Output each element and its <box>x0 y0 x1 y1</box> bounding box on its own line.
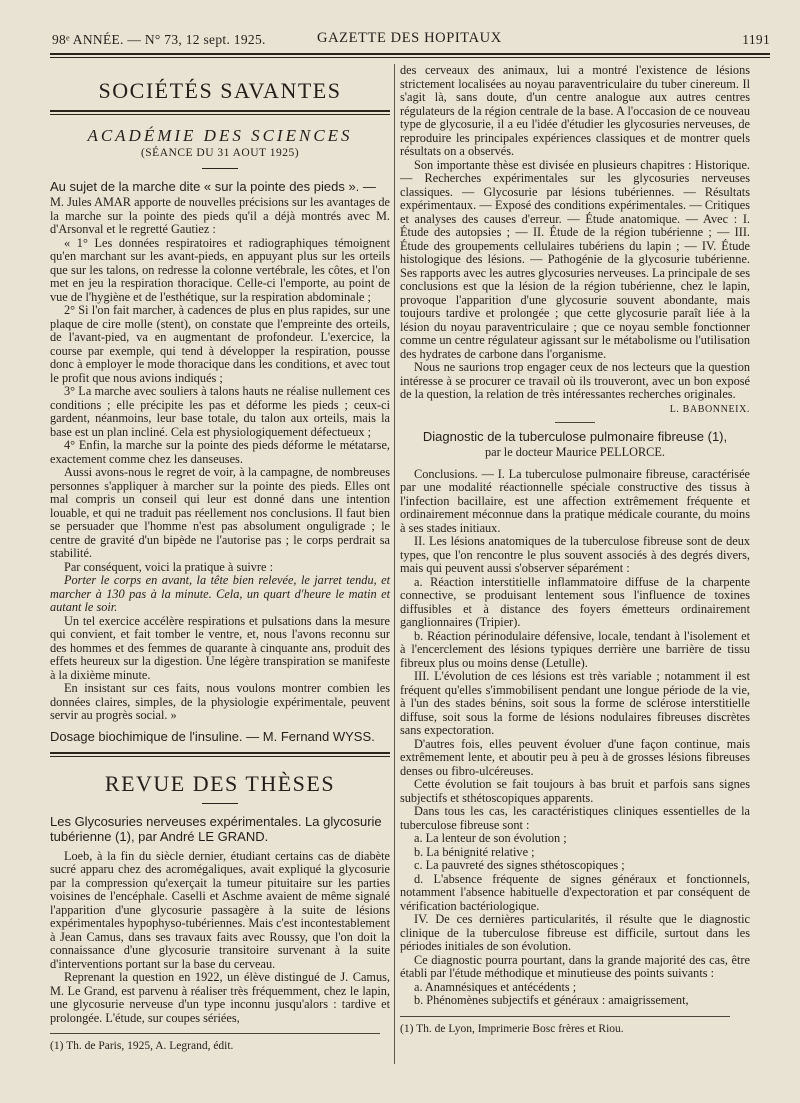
article-title-marche: Au sujet de la marche dite « sur la pointe des pieds ». — <box>50 179 376 194</box>
paragraph: Reprenant la question en 1922, un élève distingué de J. Camus, M. Le Grand, est parvenu à réaliser très fréquemment, chez le lapin, une glycosurie nerveuse d'un type inconnu jusqu'alors : tardive et prolongée. L'étude, sur coupes sériées, <box>50 970 390 1025</box>
section-rule <box>50 752 390 754</box>
page-number: 1191 <box>742 32 770 47</box>
section-title-theses: REVUE DES THÈSES <box>104 770 336 796</box>
paragraph: d. L'absence fréquente de signes généraux et fonctionnels, notamment l'absence habituelle d'expectoration et par conséquent de vérification bactériologique. <box>400 871 750 913</box>
section-rule-thin <box>50 114 390 115</box>
section-rule <box>50 110 390 112</box>
section-title-societes: SOCIÉTÉS SAVANTES <box>98 78 342 103</box>
paragraph: « 1° Les données respiratoires et radiographiques témoignent qu'en marchant sur les avant-pieds, en appuyant plus sur les orteils que sur les talons, on redresse la colonne vertébrale, les côtes, et l'on met en jeu la respiration thoracique. Celle-ci l'emporte, au point de vue de l'hygiène et de l'esthétique, sur la respiration abdominale ; <box>50 235 390 304</box>
article-body-marche <box>50 196 390 723</box>
article-body-tuberculose <box>400 468 750 1008</box>
paragraph: Conclusions. — I. La tuberculose pulmonaire fibreuse, caractérisée par une modalité réactionnelle spéciale constructive des tissus à l'infection bacillaire, est une affection extrêmement fréquente et ordinairement méconnue dans la pratique médicale courante, du moins à ses stades initiaux. <box>400 466 750 535</box>
paragraph: Par conséquent, voici la pratique à suivre : <box>64 559 273 574</box>
footnote-rule <box>50 1033 380 1034</box>
these-title: Les Glycosuries nerveuses expérimentales. La glycosurie tubérienne (1), par André LE GRAND. <box>50 813 382 844</box>
these-body <box>50 850 390 1026</box>
paragraph: Un tel exercice accélère respirations et pulsations dans la mesure qui convient, et fait tomber le ventre, et, nous l'avons reconnu sur des hommes et des femmes de quarante à cinquante ans, produit des effets heureux sur la digestion. Une légère transpiration se manifeste à la dixième minute. <box>50 613 390 682</box>
paragraph: M. Jules AMAR apporte de nouvelles précisions sur les avantages de la marche sur la pointe des pieds qu'il a déjà montrés avec M. d'Arsonval et le regretté Gautiez : <box>50 195 390 236</box>
paragraph: a. Réaction interstitielle inflammatoire diffuse de la charpente connective, se produisant lentement sous l'influence de toxines diffusibles et à distance des foyers émetteurs ordinairement ganglionnaires (Tripier). <box>400 574 750 629</box>
paragraph: Nous ne saurions trop engager ceux de nos lecteurs que la question intéresse à se procurer ce travail où ils trouveront, avec un bon exposé de la question, la relation de très intéressantes recherches originales. <box>400 360 750 401</box>
paragraph: 3° La marche avec souliers à talons hauts ne réalise nullement ces conditions ; elle précipite les pas et déforme les pieds ; ceux-ci gardent, néanmoins, leur base totale, du talon aux orteils, mais la base est un plan incliné. Cela est physiologiquement défectueux ; <box>50 384 390 439</box>
paragraph: III. L'évolution de ces lésions est très variable ; notamment il est fréquent qu'elles s'immobilisent pendant une longue période de la vie, à l'un des stades bénins, soit sous la forme de sclérose interstitielle diffuse, soit sous la forme de lésions nodulaires fibreuses discrètes sans expectoration. <box>400 669 750 737</box>
page-header <box>52 28 770 50</box>
paragraph: b. Réaction périnodulaire défensive, locale, tendant à l'isolement et à l'encerclement des lésions typiques derrière une barrière de tissu fibreux plus ou moins dense (Letulle). <box>400 628 750 670</box>
article-title-tuberculose: Diagnostic de la tuberculose pulmonaire fibreuse (1), <box>422 429 728 444</box>
short-divider <box>202 168 238 169</box>
paragraph: Dans tous les cas, les caractéristiques cliniques essentielles de la tuberculose fibreuse sont : <box>400 804 750 832</box>
issue-info: 98ᵉ ANNÉE. — N° 73, 12 sept. 1925. <box>52 32 266 47</box>
signature-line <box>400 402 750 417</box>
paragraph: En insistant sur ces faits, nous voulons montrer combien les données claires, simples, de la physiologie expérimentale, peuvent servir au progrès social. » <box>50 681 390 722</box>
paragraph: Ce diagnostic pourra pourtant, dans la grande majorité des cas, être établi par l'étude méthodique et minutieuse des points suivants : <box>400 952 750 980</box>
footnote-left: (1) Th. de Paris, 1925, A. Legrand, édit. <box>50 1040 234 1052</box>
left-column <box>50 64 390 1054</box>
paragraph: D'autres fois, elles peuvent évoluer d'une façon continue, mais extrêmement lente, et aboutir peu à peu à de grosses lésions fibreuses denses ou fibro-ulcéreuses. <box>400 736 750 778</box>
paragraph: b. La bénignité relative ; <box>414 844 535 859</box>
right-column <box>400 64 750 1036</box>
paragraph: a. La lenteur de son évolution ; <box>414 831 567 845</box>
article-divider <box>555 422 595 423</box>
footnote-right: (1) Th. de Lyon, Imprimerie Bosc frères et Riou. <box>400 1022 624 1035</box>
paragraph: a. Anamnésiques et antécédents ; <box>414 979 577 994</box>
author-signature: L. BABONNEIX. <box>669 403 750 415</box>
article-author: par le docteur Maurice PELLORCE. <box>485 445 665 459</box>
academie-heading: ACADÉMIE DES SCIENCES <box>87 126 353 145</box>
paragraph: des cerveaux des animaux, lui a montré l'existence de lésions strictement localisées au noyau paraventriculaire du tuber cinereum. Il s'agit là, sans doute, d'un centre analogue aux autres centres régulateurs de la région centrale de la base. A l'occasion de ce nouveau type de glycosurie, il a eu l'idée d'étudier les glycosuries nerveuses, de reproduire les principales expériences classiques et de montrer quels résultats on a observés. <box>400 63 750 158</box>
column-divider <box>394 64 395 1064</box>
paragraph: 4° Enfin, la marche sur la pointe des pieds déforme le métatarse, exactement comme chez les danseuses. <box>50 438 390 466</box>
paragraph: Loeb, à la fin du siècle dernier, étudiant certains cas de diabète sucré apparu chez des acromégaliques, avait expliqué la glycosurie par la compression qu'exerçait la tumeur pituitaire sur les parties voisines de l'encéphale. Caselli et Aschme avaient de même signalé l'apparition d'une glycosurie passagère à la suite de lésions expérimentales hypophyso-tubériennes. Mais c'est incontestablement à Jean Camus, dans ses travaux faits avec Roussy, que l'on doit la connaissance d'une glycosurie transitoire survenant à la suite d'interventions portant sur la base du cerveau. <box>50 848 390 971</box>
paragraph: II. Les lésions anatomiques de la tuberculose fibreuse sont de deux types, que l'on rencontre le plus souvent associés à des degrés divers, mais qui peuvent aussi s'observer séparément : <box>400 534 750 575</box>
header-rule <box>50 53 770 55</box>
these-continuation <box>400 64 750 402</box>
footnote-rule <box>400 1016 730 1017</box>
paragraph: c. La pauvreté des signes sthétoscopiques ; <box>414 858 625 872</box>
paragraph: Aussi avons-nous le regret de voir, à la campagne, de nombreuses personnes s'appliquer à marcher sur la pointe des pieds. Elles ont mal compris un conseil qui leur est donné dans une intention louable, et qui ne traduit pas réellement nos conclusions. Il faut bien se persuader que l'homme n'est pas absolument onguligrade ; le centre de gravité d'un bipède ne l'autorise pas ; le corps perdrait sa stabilité. <box>50 465 390 560</box>
paragraph: b. Phénomènes subjectifs et généraux : amaigrissement, <box>414 993 689 1007</box>
short-divider <box>202 803 238 804</box>
journal-title: GAZETTE DES HOPITAUX <box>317 30 502 46</box>
paragraph: Son importante thèse est divisée en plusieurs chapitres : Historique. — Recherches expérimentales sur les glycosuries nerveuses classiques. — Glycosurie par lésions tubériennes. — Résultats expérimentaux. — Exposé des conditions expérimentales. — Critiques et analyses des causes d'erreur. — Étude anatomique. — Avec : I. Étude des autopsies ; — II. Étude de la région tubérienne ; — III. Étude des groupements cellulaires tubériens du lapin ; — IV. Étude histologique des lésions. — Pathogénie de la glycosurie tubérienne. Ses rapports avec les autres glycosuries nerveuses. La principale de ses conclusions est que la lésion de la région tubérienne, chez le lapin, provoque l'apparition d'une glycosurie souvent abondante, mais toujours tardive et prolongée ; que cette glycosurie paraît liée à la lésion du noyau paraventriculaire ; que ce noyau semble fonctionner comme un centre régulateur agissant sur le métabolisme ou l'utilisation des hydrates de carbone dans l'organisme. <box>400 157 750 361</box>
paragraph: 2° Si l'on fait marcher, à cadences de plus en plus rapides, sur une plaque de cire molle (stent), on constate que l'empreinte des orteils, de l'avant-pied, va en augmentant de profondeur. L'exercice, la course par exemple, qui tend à développer la respiration, pousse donc à employer le mode thoracique dans les conditions, et avec tout le profit que nous avions indiqués ; <box>50 303 390 385</box>
paragraph: IV. De ces dernières particularités, il résulte que le diagnostic clinique de la tuberculose fibreuse est difficile, surtout dans les périodes initiales de son évolution. <box>400 912 750 953</box>
seance-date: (SÉANCE DU 31 AOUT 1925) <box>140 146 300 159</box>
paragraph: Porter le corps en avant, la tête bien relevée, le jarret tendu, et marcher à 130 pas à la minute. Cela, un quart d'heure le matin et autant le soir. <box>50 573 390 614</box>
paragraph: Cette évolution se fait toujours à bas bruit et parfois sans signes subjectifs et sthétoscopiques apparents. <box>400 777 750 805</box>
header-rule-thin <box>50 57 770 58</box>
article-title-insuline: Dosage biochimique de l'insuline. — M. Fernand WYSS. <box>50 728 375 744</box>
section-rule-thin <box>50 756 390 757</box>
